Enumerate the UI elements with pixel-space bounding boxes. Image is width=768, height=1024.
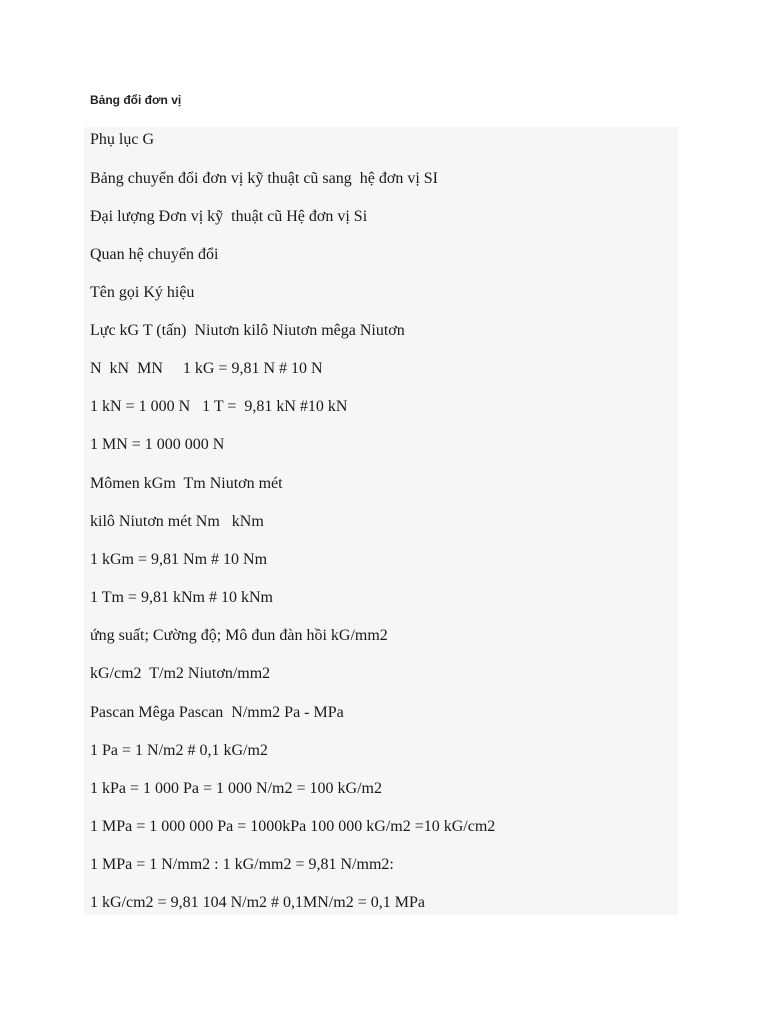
text-line: Tên gọi Ký hiệu [90, 284, 195, 301]
text-line: 1 MN = 1 000 000 N [90, 436, 225, 453]
text-line: Đại lượng Đơn vị kỹ thuật cũ Hệ đơn vị Si [90, 208, 368, 225]
text-line: N kN MN 1 kG = 9,81 N # 10 N [90, 360, 323, 377]
text-line: Phụ lục G [90, 131, 154, 148]
text-line: Pascan Mêga Pascan N/mm2 Pa - MPa [90, 704, 344, 721]
text-line: ứng suất; Cường độ; Mô đun đàn hồi kG/mm2 [90, 627, 388, 644]
text-line: 1 Pa = 1 N/m2 # 0,1 kG/m2 [90, 742, 268, 759]
text-line: 1 kGm = 9,81 Nm # 10 Nm [90, 551, 268, 568]
text-line: 1 kG/cm2 = 9,81 104 N/m2 # 0,1MN/m2 = 0,1 MPa [90, 894, 425, 911]
text-line: Quan hệ chuyển đổi [90, 246, 219, 263]
document-title: Bảng đổi đơn vị [90, 93, 182, 107]
text-line: kG/cm2 T/m2 Niutơn/mm2 [90, 665, 271, 682]
text-line: 1 MPa = 1 000 000 Pa = 1000kPa 100 000 kG/m2 =10 kG/cm2 [90, 818, 496, 835]
text-line: 1 kPa = 1 000 Pa = 1 000 N/m2 = 100 kG/m2 [90, 780, 382, 797]
text-line: 1 Tm = 9,81 kNm # 10 kNm [90, 589, 273, 606]
text-line: Lực kG T (tấn) Niutơn kilô Niutơn mêga Niutơn [90, 322, 405, 339]
text-line: kilô Niutơn mét Nm kNm [90, 513, 264, 530]
text-line: Mômen kGm Tm Niutơn mét [90, 475, 283, 492]
text-line: Bảng chuyển đổi đơn vị kỹ thuật cũ sang hệ đơn vị SI [90, 170, 438, 187]
text-line: 1 MPa = 1 N/mm2 : 1 kG/mm2 = 9,81 N/mm2: [90, 856, 394, 873]
text-line: 1 kN = 1 000 N 1 T = 9,81 kN #10 kN [90, 398, 348, 415]
